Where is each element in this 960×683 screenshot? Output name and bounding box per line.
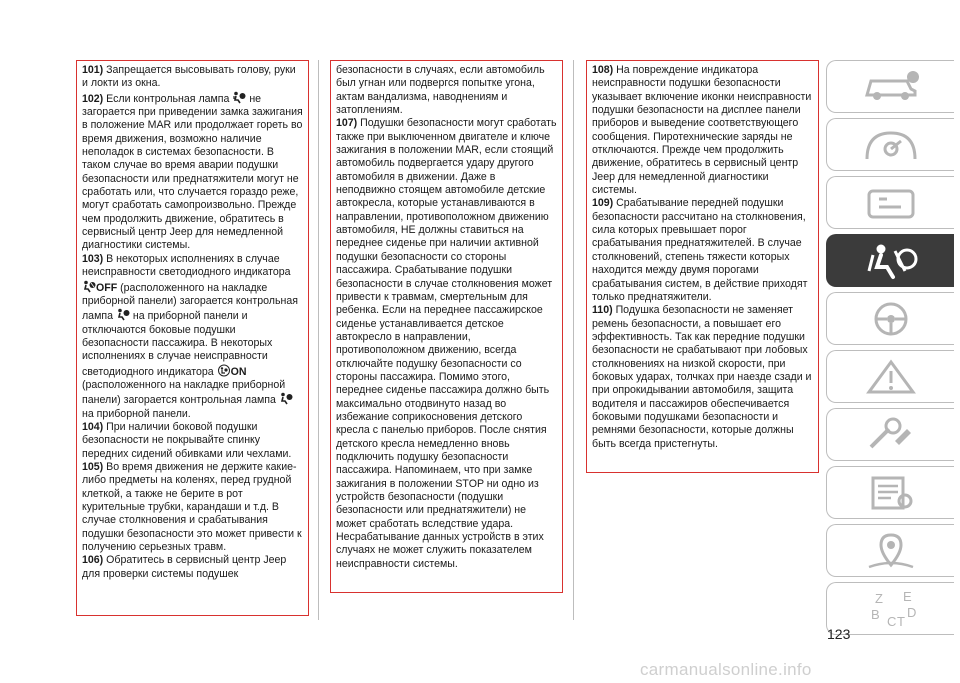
note-102: 102) Если контрольная лампа не загорается при приведении замка зажигания в положение MAR или продолжает гореть во время движения, возможно наличие неполадок в системах безопасности. В таком случае во время аварии подушки безопасности или преднатяжители могут не сработать или, что случается гораздо реже, могут сработать самопроизвольно. Прежде чем продолжить движение, обратитесь в сервисный центр Jeep для немедленной диагностики системы.	[82, 92, 303, 252]
airbag-warning-icon	[279, 392, 293, 405]
text-column-2	[330, 60, 563, 593]
tab-dashboard[interactable]	[826, 118, 954, 171]
index-alphabet-icon	[861, 589, 921, 629]
index-letter: E	[903, 589, 912, 604]
dashboard-icon	[861, 125, 921, 165]
tab-warning[interactable]	[826, 350, 954, 403]
note-108: 108) На повреждение индикатора неисправности подушки безопасности указывает включение иконки неисправности подушки безопасности на дисплее панели приборов и выведение соответствующего сообщения. Пиротехнические заряды не отключаются. Прежде чем продолжить движение, обратитесь в сервисный центр Jeep для немедленной диагностики системы.	[592, 64, 812, 197]
note-104: 104) При наличии боковой подушки безопасности не покрывайте спинку передних сидений обивками или чехлами.	[82, 420, 292, 460]
index-letter: Z	[875, 591, 883, 606]
airbag-warning-icon	[232, 91, 246, 104]
index-letter: B	[871, 607, 880, 622]
watermark: carmanualsonline.info	[640, 660, 812, 679]
tab-maintenance[interactable]	[826, 466, 954, 519]
note-101: 101) Запрещается высовывать голову, руки и локти из окна.	[82, 64, 296, 90]
text-column-3	[586, 60, 819, 473]
note-105: 105) Во время движения не держите какие-либо предметы на коленях, перед грудной клеткой, а также не берите в рот курительные трубки, карандаши и т.д. В случае столкновения и срабатывания подушки безопасности это может привести к получению серьезных травм.	[82, 460, 302, 554]
index-letter: C	[887, 614, 897, 629]
note-103: 103) В некоторых исполнениях в случае неисправности светодиодного индикатора OFF (расположенного на накладке приборной панели) загорается контрольная лампа на приборной панели и отключаются боковые подушки безопасности пассажира. В некоторых исполнениях в случае неисправности светодиодного индикатора ON (расположенного на накладке приборной панели) загорается контрольная лампа на приборной панели.	[82, 252, 298, 420]
airbag-warning-icon	[116, 308, 130, 321]
tab-starting-driving[interactable]	[826, 292, 954, 345]
note-106: 106) Обратитесь в сервисный центр Jeep для проверки системы подушек	[82, 554, 287, 580]
column-divider	[318, 60, 319, 620]
tab-car-info[interactable]	[826, 60, 954, 113]
note-110: 110) Подушка безопасности не заменяет ремень безопасности, а повышает его эффективность. Так как передние подушки безопасности не срабатывают при лобовых столкновениях на низкой скорости, при боковых ударах, толчках при наезде сзади и при опрокидывании автомобиля, защита водителя и пассажиров обеспечивается боковыми подушками безопасности и ремнями безопасности, которые должны быть всегда пристегнуты.	[592, 304, 812, 450]
text-column-1	[76, 60, 309, 616]
index-letter: T	[897, 614, 905, 629]
page-number: 123	[827, 626, 851, 642]
car-info-icon	[861, 67, 921, 107]
tab-specifications[interactable]	[826, 524, 954, 577]
specifications-icon	[861, 531, 921, 571]
note-106-continued: безопасности в случаях, если автомобиль был угнан или подвергся попытке угона, актам вандализма, наводнениям и затоплениям.	[336, 64, 545, 117]
note-109: 109) Срабатывание передней подушки безопасности рассчитано на столкновения, сила которых превышает порог срабатывания преднатяжителей. В случае столкновений, степень тяжести которых находится между двумя порогами срабатывания систем, в действие приходят только преднатяжители.	[592, 197, 808, 303]
maintenance-icon	[861, 473, 921, 513]
safety-airbag-icon	[861, 241, 921, 281]
tab-indicators[interactable]	[826, 176, 954, 229]
tab-safety[interactable]	[826, 234, 954, 287]
warning-triangle-icon	[861, 357, 921, 397]
column-divider	[573, 60, 574, 620]
passenger-airbag-on-icon	[217, 364, 231, 377]
indicators-icon	[861, 183, 921, 223]
note-107: 107) Подушки безопасности могут сработать также при выключенном двигателе и ключе зажигания в положении MAR, если стоящий автомобиль подвергается удару другого автомобиля в движении. Даже в неподвижно стоящем автомобиле детские автокресла, которые устанавливаются в направлении, противоположном движению автомобиля, НЕ должны ставиться на переднее сиденье при наличии активной подушки безопасности со стороны пассажира. Срабатывание подушки безопасности в случае столкновения может привести к травмам, смертельным для ребенка. Если на переднее пассажирское сиденье устанавливается детское автокресло в направлении, противоположном движению, всегда отключайте подушку безопасности со стороны пассажира. Помимо этого, переднее сиденье пассажира должно быть максимально отодвинуто назад во избежание соприкосновения детского кресла с панелью приборов. После снятия детского кресла немедленно вновь подключить подушку безопасности пассажира. Напоминаем, что при замке зажигания в положении STOP ни одно из устройств безопасности (подушки безопасности или преднатяжители) не может сработать вследствие удара. Несрабатывание данных устройств в этих случаях не может служить показателем неисправности системы.	[336, 117, 557, 570]
passenger-airbag-icon	[82, 280, 96, 293]
index-letter: D	[907, 605, 917, 620]
emergency-tools-icon	[861, 415, 921, 455]
steering-wheel-icon	[861, 299, 921, 339]
tab-emergency[interactable]	[826, 408, 954, 461]
